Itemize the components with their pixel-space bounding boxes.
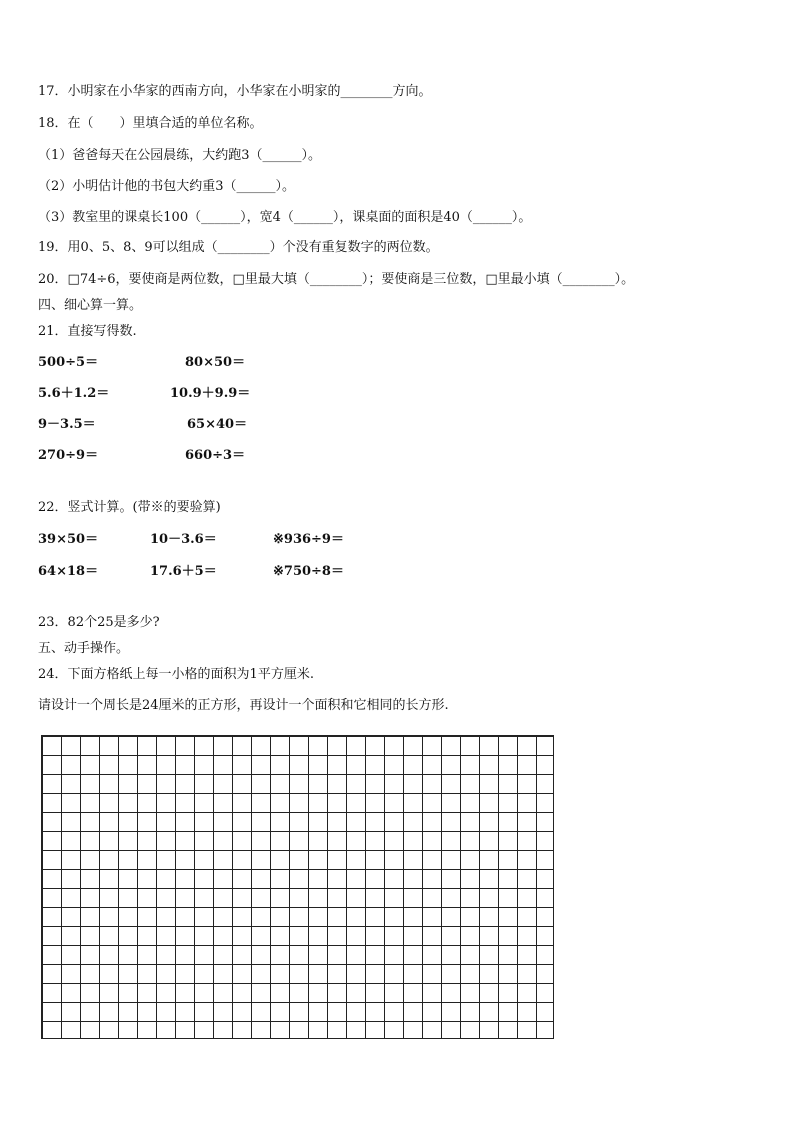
section-5-heading: 五、动手操作。 <box>38 641 130 656</box>
q22-item: 10－3.6＝ <box>150 532 217 547</box>
q22-item: 17.6＋5＝ <box>150 564 217 579</box>
q24-instruction: 请设计一个周长是24厘米的正方形，再设计一个面积和它相同的长方形. <box>38 698 449 713</box>
q21-item: 500÷5＝ <box>38 355 99 370</box>
q21-item: 65×40＝ <box>187 417 248 432</box>
grid-paper <box>41 735 554 1039</box>
q21-item: 80×50＝ <box>185 355 246 370</box>
q21-item: 660÷3＝ <box>185 448 246 463</box>
q22-item: 64×18＝ <box>38 564 99 579</box>
q22-title: 22．竖式计算。(带※的要验算) <box>38 500 221 515</box>
q18-part1: （1）爸爸每天在公园晨练，大约跑3（______）。 <box>38 148 322 163</box>
q18-title: 18．在（ ）里填合适的单位名称。 <box>38 116 263 131</box>
q22-item: ※936÷9＝ <box>273 532 344 547</box>
q21-item: 9－3.5＝ <box>38 417 96 432</box>
q19-text: 19．用0、5、8、9可以组成（________）个没有重复数字的两位数。 <box>38 240 439 255</box>
q21-item: 5.6＋1.2＝ <box>38 386 110 401</box>
q22-item: ※750÷8＝ <box>273 564 344 579</box>
q21-item: 270÷9＝ <box>38 448 99 463</box>
q20-text: 20．□74÷6，要使商是两位数，□里最大填（________）；要使商是三位数，□里最小填（________）。 <box>38 272 635 287</box>
q18-part2: （2）小明估计他的书包大约重3（______）。 <box>38 179 296 194</box>
q21-title: 21．直接写得数. <box>38 324 137 339</box>
q22-item: 39×50＝ <box>38 532 99 547</box>
q17-text: 17．小明家在小华家的西南方向，小华家在小明家的________方向。 <box>38 84 432 99</box>
q24-title: 24．下面方格纸上每一小格的面积为1平方厘米. <box>38 667 314 682</box>
section-4-heading: 四、细心算一算。 <box>38 298 143 313</box>
q21-item: 10.9＋9.9＝ <box>170 386 251 401</box>
q23-text: 23．82个25是多少? <box>38 615 160 630</box>
q18-part3: （3）教室里的课桌长100（______），宽4（______），课桌面的面积是40（______）。 <box>38 210 532 225</box>
